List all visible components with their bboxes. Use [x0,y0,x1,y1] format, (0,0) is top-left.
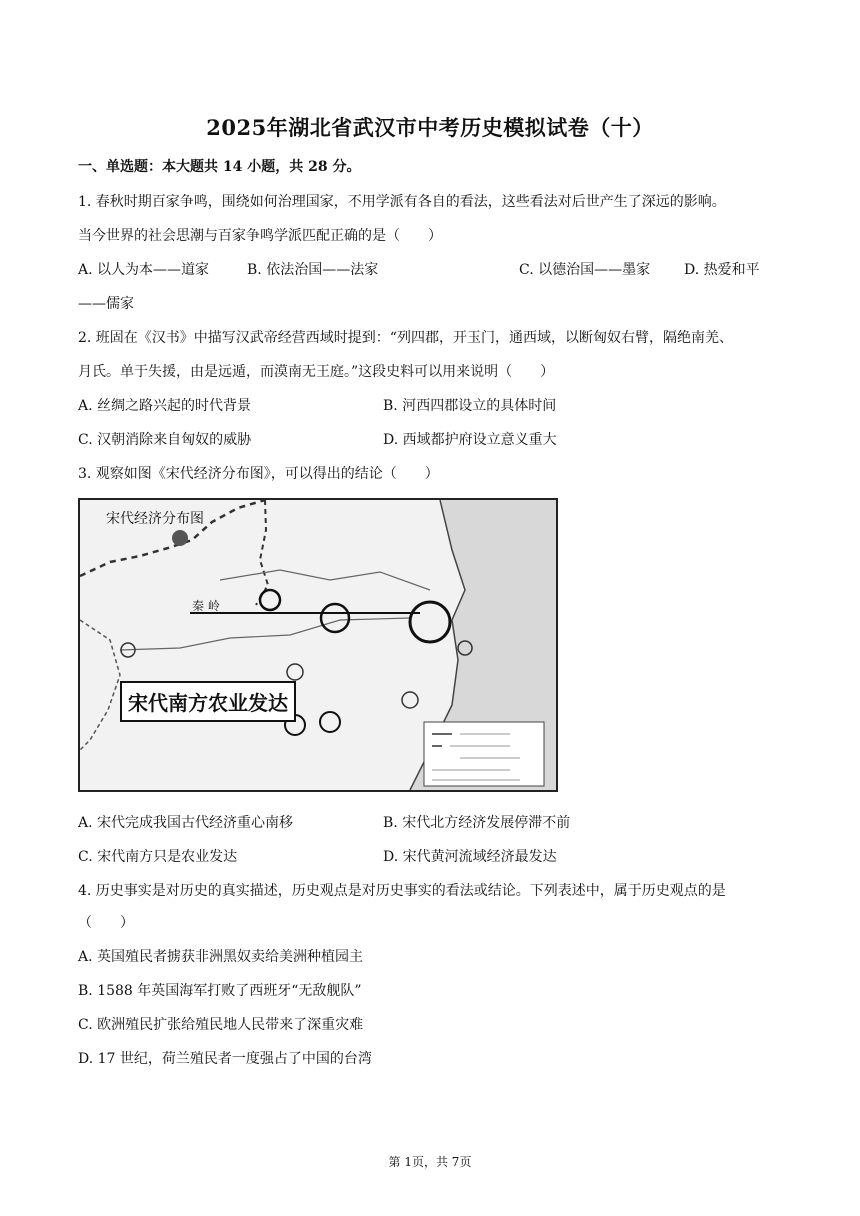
q4-option-d: D. 17 世纪，荷兰殖民者一度强占了中国的台湾 [78,1051,372,1067]
city-marker [321,604,349,632]
q1-option-b: B. 依法治国——法家 [247,262,379,278]
map-legend [424,722,544,786]
q1-option-a: A. 以人为本——道家 [78,262,210,278]
map-title: 宋代经济分布图 [106,511,204,527]
map-graphic [80,500,556,790]
q3-option-b: B. 宋代北方经济发展停滞不前 [383,815,571,831]
city-marker [410,602,450,642]
yellow-river [220,570,430,590]
q1-option-d: D. 热爱和平 [684,262,760,278]
q1-stem-line2: 当今世界的社会思潮与百家争鸣学派匹配正确的是（ ） [78,228,442,244]
q2-stem-line2: 月氏。单于失援，由是远遁，而漠南无王庭。”这段史料可以用来说明（ ） [78,364,555,380]
q2-stem-line1: 2. 班固在《汉书》中描写汉武帝经营西域时提到：“列四郡，开玉门，通西域，以断匈奴右臂，隔绝南羌、 [78,330,733,346]
western-border [80,620,120,750]
q4-stem-line1: 4. 历史事实是对历史的真实描述，历史观点是对历史事实的看法或结论。下列表述中，属于历史观点的是 [78,883,726,899]
q1-option-d-continued: ——儒家 [78,296,134,312]
q4-option-c: C. 欧洲殖民扩张给殖民地人民带来了深重灾难 [78,1017,364,1033]
city-marker [287,664,303,680]
page-title: 2025年湖北省武汉市中考历史模拟试卷（十） [206,115,654,140]
page-footer: 第 1页，共 7页 [388,1155,472,1169]
yangtze-river [120,618,410,650]
q4-option-a: A. 英国殖民者掳获非洲黑奴卖给美洲种植园主 [78,949,364,965]
map-caption-box: 宋代南方农业发达 [120,681,296,722]
city-marker [320,712,340,732]
section-heading: 一、单选题：本大题共 14 小题，共 28 分。 [78,159,361,175]
q1-option-c: C. 以德治国——墨家 [519,262,651,278]
q2-option-c: C. 汉朝消除来自匈奴的威胁 [78,432,252,448]
song-economy-map [78,498,558,792]
city-marker [402,692,418,708]
q2-option-b: B. 河西四郡设立的具体时间 [383,398,557,414]
inner-border [256,500,268,605]
q1-stem-line1: 1. 春秋时期百家争鸣，围绕如何治理国家，不用学派有各自的看法，这些看法对后世产生了深远的影响。 [78,194,726,210]
q4-stem-line2: （ ） [78,915,134,931]
q3-option-c: C. 宋代南方只是农业发达 [78,849,238,865]
city-marker [260,590,280,610]
q2-option-d: D. 西域都护府设立意义重大 [383,432,557,448]
q3-option-d: D. 宋代黄河流域经济最发达 [383,849,557,865]
q2-option-a: A. 丝绸之路兴起的时代背景 [78,398,252,414]
map-label-qinling: 秦 岭 [192,599,220,613]
city-marker [172,530,188,546]
q3-option-a: A. 宋代完成我国古代经济重心南移 [78,815,294,831]
q4-option-b: B. 1588 年英国海军打败了西班牙“无敌舰队” [78,983,362,999]
q3-stem-line1: 3. 观察如图《宋代经济分布图》，可以得出的结论（ ） [78,466,439,482]
